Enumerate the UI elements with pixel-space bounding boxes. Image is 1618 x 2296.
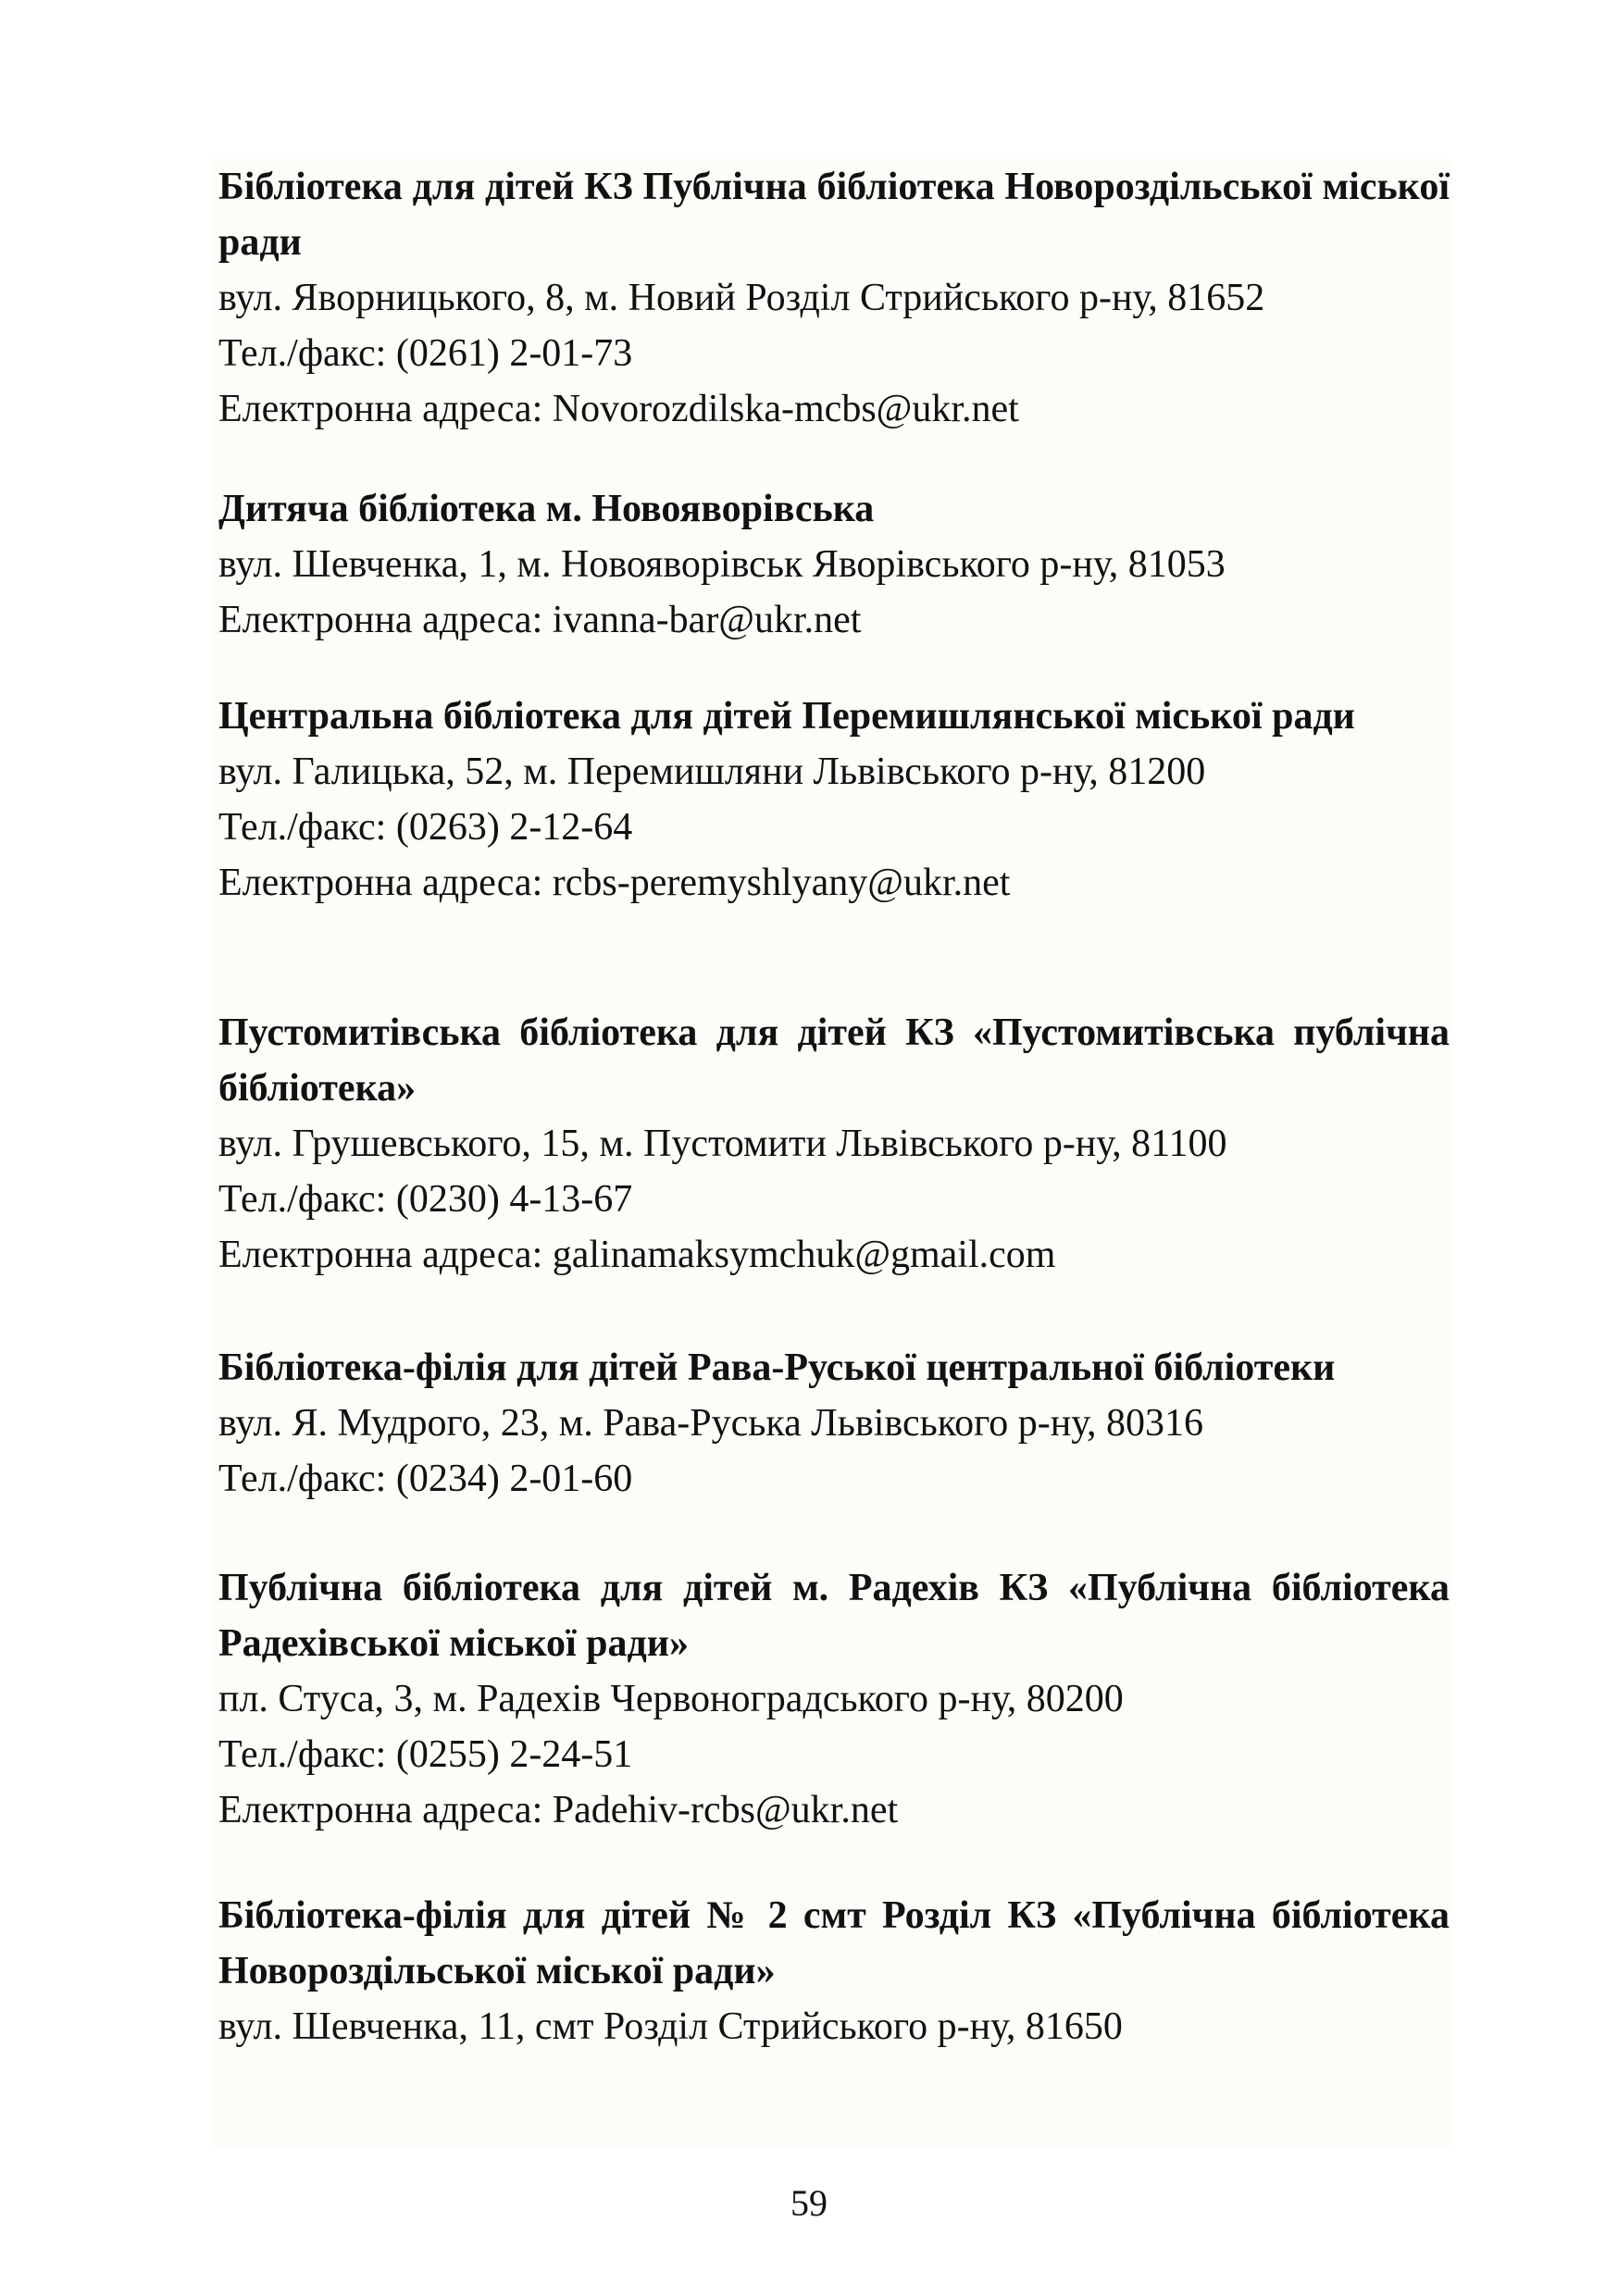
entry-email: Електронна адреса: Novorozdilska-mcbs@ukr.net [218, 388, 1019, 430]
entry-phone: Тел./факс: (0234) 2-01-60 [218, 1458, 633, 1500]
entry-address: пл. Стуса, 3, м. Радехів Червоноградського р-ну, 80200 [218, 1678, 1124, 1720]
entry-phone: Тел./факс: (0263) 2-12-64 [218, 806, 633, 849]
entry-title: Бібліотека-філія для дітей Рава-Руської центральної бібліотеки [218, 1347, 1336, 1389]
entry-address: вул. Галицька, 52, м. Перемишляни Львівського р-ну, 81200 [218, 751, 1206, 793]
library-entry [218, 159, 1450, 437]
library-entry [218, 1560, 1450, 1838]
entry-title: Пустомитівська бібліотека для дітей КЗ «Пустомитівська публічна бібліотека» [218, 1011, 1450, 1110]
library-entry [218, 1005, 1450, 1283]
entry-title: Бібліотека-філія для дітей № 2 смт Розділ КЗ «Публічна бібліотека Новороздільської міської ради» [218, 1894, 1450, 1992]
page-number: 59 [790, 2182, 828, 2224]
entry-email: Електронна адреса: Padehiv-rcbs@ukr.net [218, 1789, 899, 1831]
entry-title: Публічна бібліотека для дітей м. Радехів КЗ «Публічна бібліотека Радехівської міської ради» [218, 1567, 1450, 1665]
entry-address: вул. Шевченка, 11, смт Розділ Стрийського р-ну, 81650 [218, 2005, 1123, 2048]
library-entry [218, 689, 1450, 911]
entry-address: вул. Я. Мудрого, 23, м. Рава-Руська Львівського р-ну, 80316 [218, 1402, 1204, 1445]
entry-title: Дитяча бібліотека м. Новояворівська [218, 488, 875, 530]
library-entry [218, 481, 1450, 648]
entry-address: вул. Яворницького, 8, м. Новий Розділ Стрийського р-ну, 81652 [218, 277, 1265, 319]
entry-email: Електронна адреса: ivanna-bar@ukr.net [218, 599, 862, 641]
library-entry [218, 1888, 1450, 2054]
entry-email: Електронна адреса: rcbs-peremyshlyany@ukr.net [218, 862, 1011, 904]
entry-phone: Тел./факс: (0230) 4-13-67 [218, 1178, 633, 1221]
entry-title: Центральна бібліотека для дітей Перемишлянської міської ради [218, 695, 1355, 738]
entry-address: вул. Шевченка, 1, м. Новояворівськ Яворівського р-ну, 81053 [218, 543, 1226, 586]
library-entry [218, 1340, 1450, 1507]
entry-address: вул. Грушевського, 15, м. Пустомити Львівського р-ну, 81100 [218, 1123, 1227, 1165]
entry-title: Бібліотека для дітей КЗ Публічна бібліотека Новороздільської міської ради [218, 166, 1450, 264]
entry-phone: Тел./факс: (0255) 2-24-51 [218, 1733, 633, 1776]
entry-phone: Тел./факс: (0261) 2-01-73 [218, 332, 633, 375]
entry-email: Електронна адреса: galinamaksymchuk@gmail.com [218, 1234, 1056, 1276]
